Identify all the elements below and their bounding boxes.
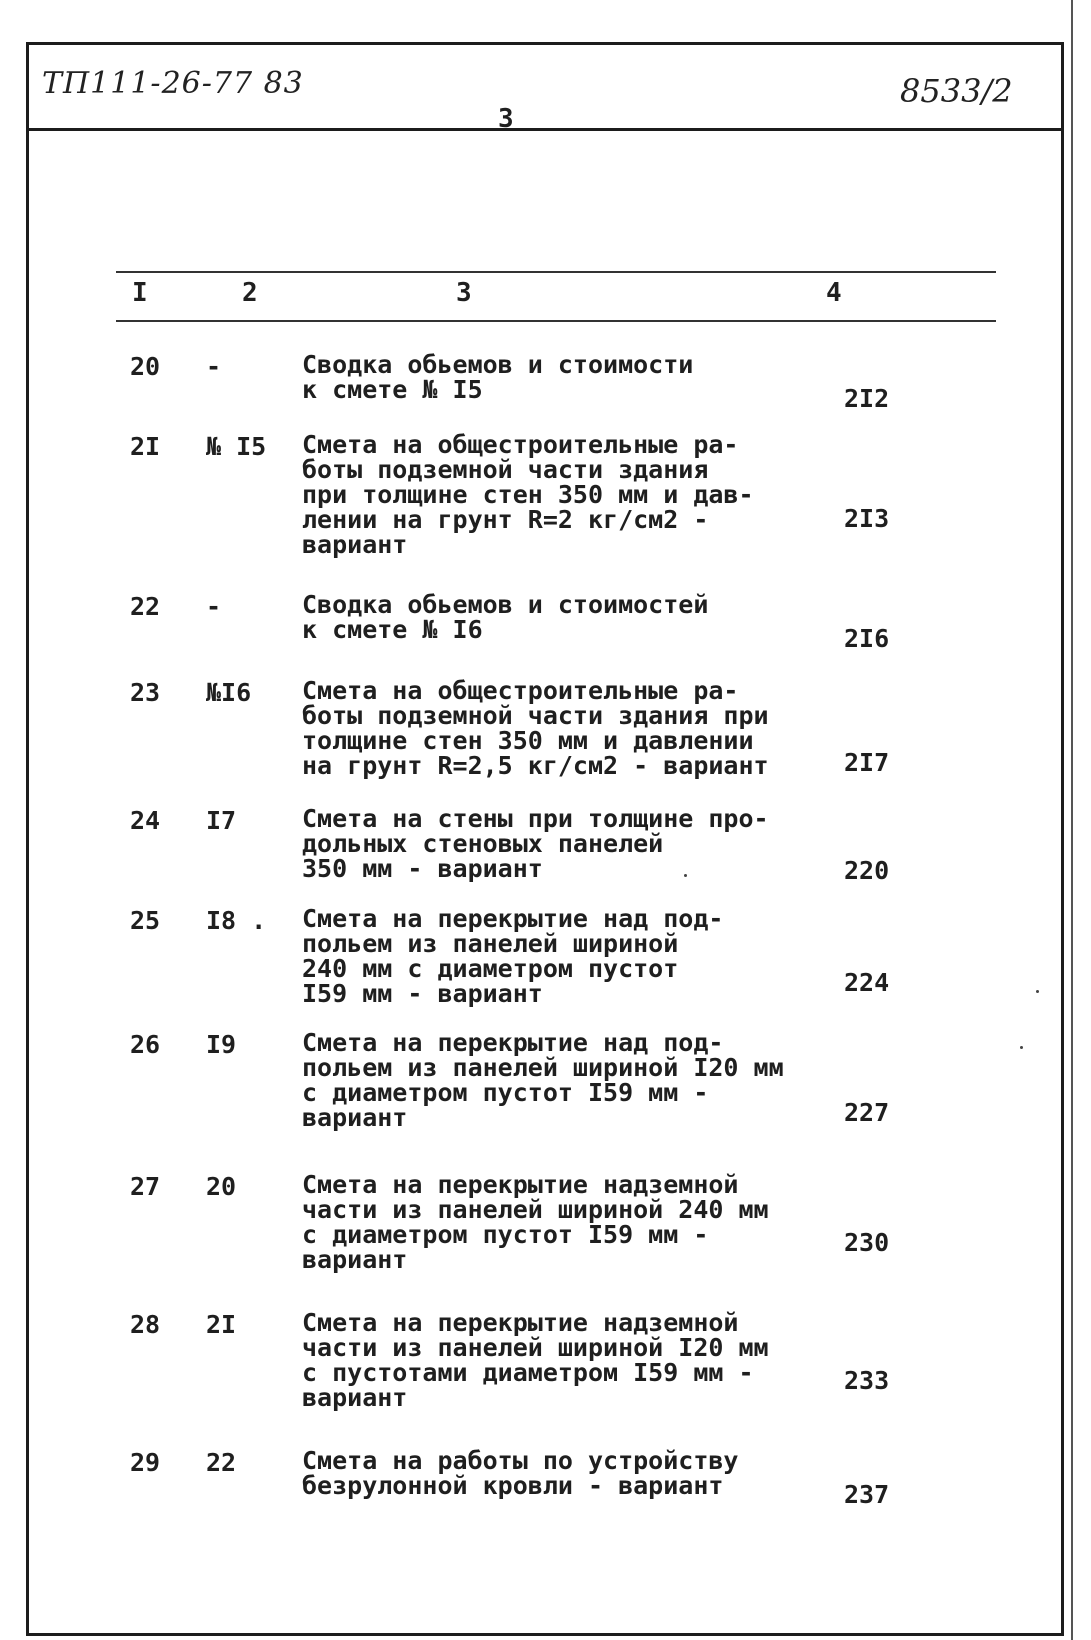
row-number: 25 — [130, 906, 161, 935]
row-reference: - — [206, 352, 222, 381]
scan-speck — [684, 874, 687, 877]
row-description — [302, 1448, 739, 1498]
description-line: дольных стеновых панелей — [302, 829, 664, 858]
description-line: Смета на перекрытие над под- — [302, 904, 724, 933]
description-line: безрулонной кровли - вариант — [302, 1471, 724, 1500]
row-number: 28 — [130, 1310, 161, 1339]
description-line: Смета на перекрытие надземной — [302, 1308, 739, 1337]
row-number: 20 — [130, 352, 161, 381]
column-header-2: 2 — [242, 278, 258, 308]
row-number: 22 — [130, 592, 161, 621]
row-description — [302, 592, 708, 642]
row-reference: I9 — [206, 1030, 237, 1059]
description-line: лении на грунт R=2 кг/см2 - — [302, 505, 709, 534]
page-edge-line — [1071, 0, 1073, 1640]
description-line: части из панелей шириной 240 мм — [302, 1195, 769, 1224]
description-line: части из панелей шириной I20 мм — [302, 1333, 769, 1362]
page-number: 3 — [498, 104, 514, 134]
row-page-number: 227 — [844, 1098, 890, 1127]
description-line: 350 мм - вариант — [302, 854, 543, 883]
description-line: Смета на работы по устройству — [302, 1446, 739, 1475]
column-header-1: I — [132, 278, 148, 308]
row-description — [302, 432, 754, 557]
document-code: ТП111-26-77 83 — [42, 66, 304, 101]
description-line: вариант — [302, 530, 408, 559]
description-line: Смета на стены при толщине про- — [302, 804, 769, 833]
row-page-number: 220 — [844, 856, 890, 885]
description-line: с пустотами диаметром I59 мм - — [302, 1358, 754, 1387]
description-line: Сводка обьемов и стоимости — [302, 350, 694, 379]
row-reference: 2I — [206, 1310, 237, 1339]
row-reference: №I6 — [206, 678, 252, 707]
row-page-number: 2I6 — [844, 624, 890, 653]
row-reference: 20 — [206, 1172, 237, 1201]
row-description — [302, 1030, 784, 1130]
description-line: на грунт R=2,5 кг/см2 - вариант — [302, 751, 769, 780]
description-line: Смета на перекрытие надземной — [302, 1170, 739, 1199]
description-line: польем из панелей шириной I20 мм — [302, 1053, 784, 1082]
description-line: Смета на перекрытие над под- — [302, 1028, 724, 1057]
row-reference: I8 . — [206, 906, 267, 935]
row-number: 26 — [130, 1030, 161, 1059]
description-line: с диаметром пустот I59 мм - — [302, 1220, 709, 1249]
row-page-number: 2I7 — [844, 748, 890, 777]
row-page-number: 230 — [844, 1228, 890, 1257]
description-line: Смета на общестроительные ра- — [302, 676, 739, 705]
description-line: 240 мм с диаметром пустот — [302, 954, 679, 983]
column-header-3: 3 — [456, 278, 472, 308]
description-line: к смете № I6 — [302, 615, 483, 644]
row-reference: 22 — [206, 1448, 237, 1477]
table-top-rule — [116, 271, 996, 273]
description-line: Смета на общестроительные ра- — [302, 430, 739, 459]
row-reference: I7 — [206, 806, 237, 835]
row-number: 2I — [130, 432, 161, 461]
description-line: боты подземной части здания — [302, 455, 709, 484]
description-line: I59 мм - вариант — [302, 979, 543, 1008]
description-line: с диаметром пустот I59 мм - — [302, 1078, 709, 1107]
description-line: вариант — [302, 1245, 408, 1274]
row-description — [302, 678, 769, 778]
row-description — [302, 1172, 769, 1272]
row-description — [302, 806, 769, 881]
row-reference: № I5 — [206, 432, 267, 461]
row-number: 27 — [130, 1172, 161, 1201]
row-description — [302, 906, 723, 1006]
scan-speck — [1036, 990, 1039, 993]
row-number: 23 — [130, 678, 161, 707]
header-divider — [28, 128, 1064, 131]
row-number: 29 — [130, 1448, 161, 1477]
row-reference: - — [206, 592, 222, 621]
description-line: к смете № I5 — [302, 375, 483, 404]
row-number: 24 — [130, 806, 161, 835]
description-line: польем из панелей шириной — [302, 929, 679, 958]
row-page-number: 233 — [844, 1366, 890, 1395]
column-header-4: 4 — [826, 278, 842, 308]
description-line: толщине стен 350 мм и давлении — [302, 726, 754, 755]
row-page-number: 2I2 — [844, 384, 890, 413]
row-page-number: 224 — [844, 968, 890, 997]
description-line: вариант — [302, 1383, 408, 1412]
row-description — [302, 1310, 769, 1410]
row-page-number: 2I3 — [844, 504, 890, 533]
description-line: боты подземной части здания при — [302, 701, 769, 730]
document-number: 8533/2 — [900, 72, 1013, 110]
table-header-rule — [116, 320, 996, 322]
row-description — [302, 352, 693, 402]
description-line: вариант — [302, 1103, 408, 1132]
description-line: Сводка обьемов и стоимостей — [302, 590, 709, 619]
row-page-number: 237 — [844, 1480, 890, 1509]
description-line: при толщине стен 350 мм и дав- — [302, 480, 754, 509]
scan-speck — [1020, 1046, 1023, 1049]
